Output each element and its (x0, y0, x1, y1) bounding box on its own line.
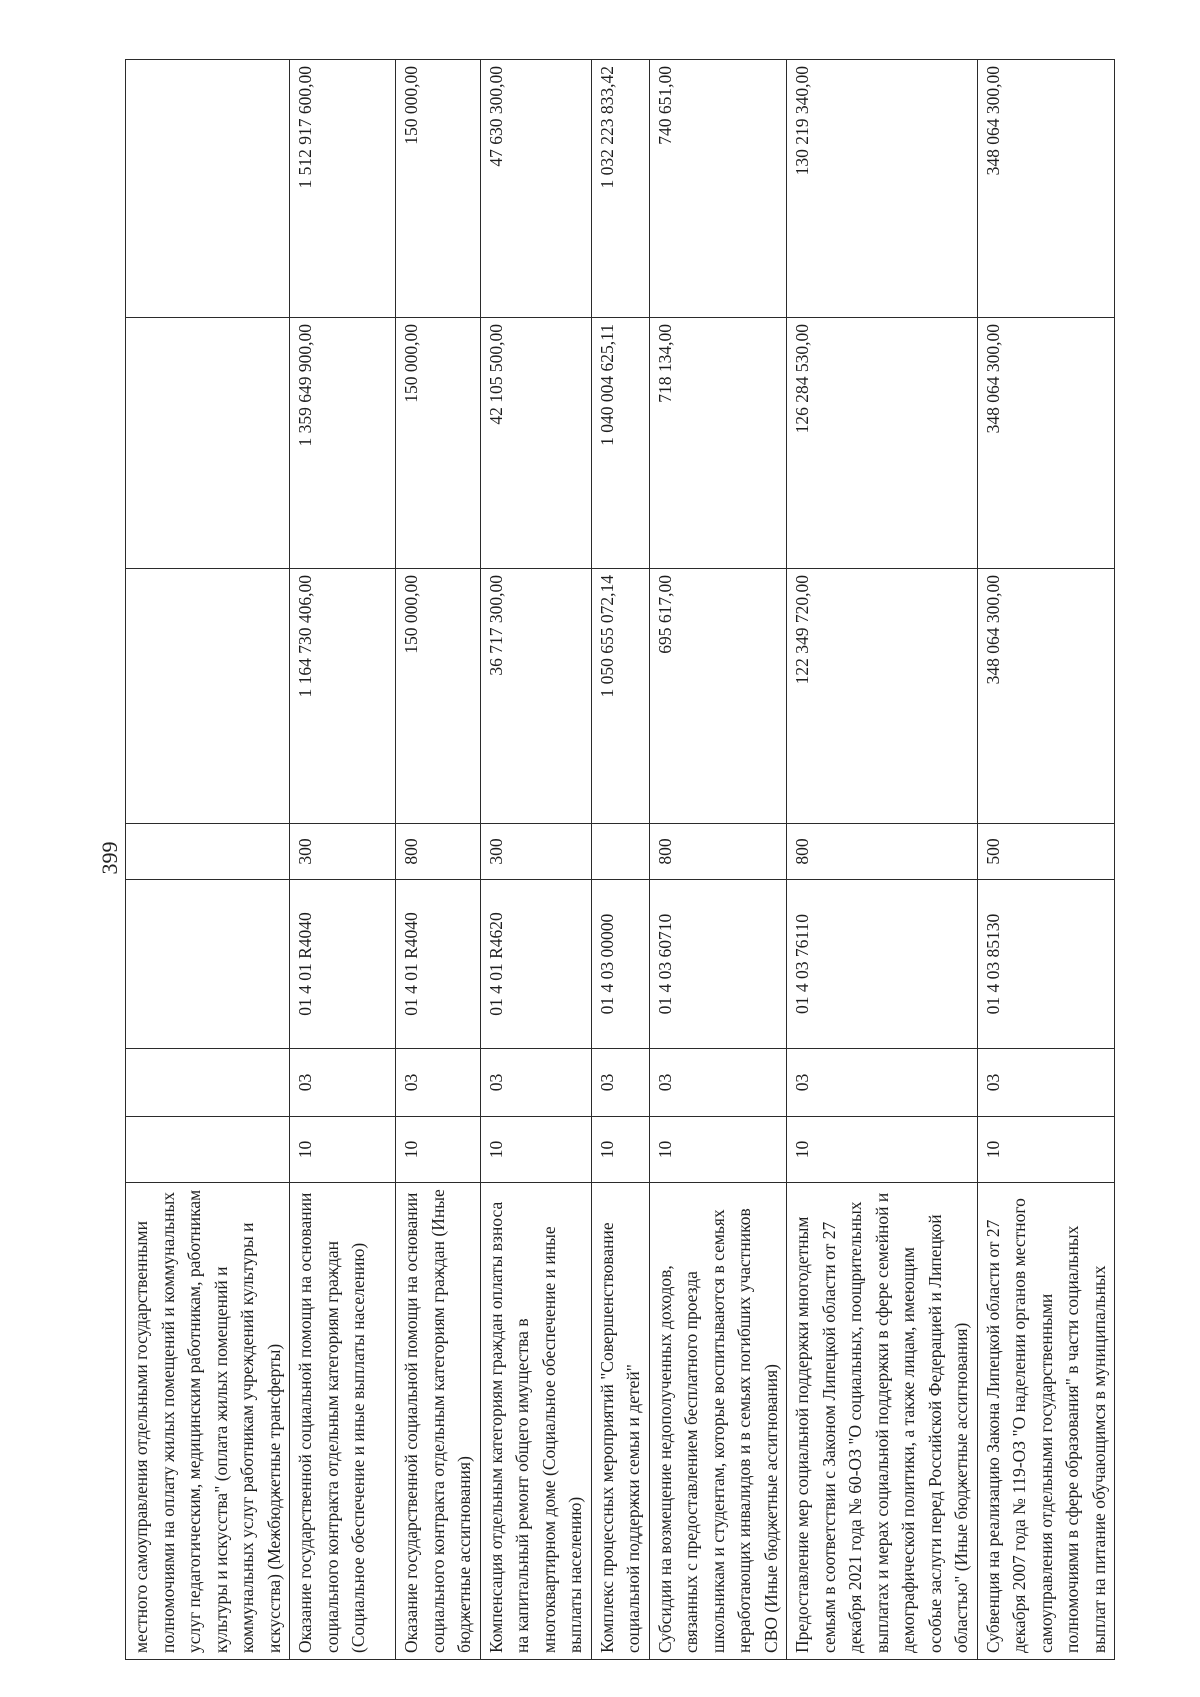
row-name: Комплекс процессных мероприятий "Совершенствование социальной поддержки семьи и детей" (591, 1183, 649, 1660)
amount-year-1: 150 000,00 (396, 569, 481, 824)
subsection-code: 03 (649, 1049, 787, 1117)
target-code: 01 4 01 R4620 (480, 880, 591, 1049)
target-code: 01 4 03 00000 (591, 880, 649, 1049)
expense-type-code: 800 (649, 824, 787, 880)
amount-year-3: 1 032 223 833,42 (591, 60, 649, 318)
amount-year-3: 1 512 917 600,00 (290, 60, 396, 318)
row-name: Компенсация отдельным категориям граждан оплаты взноса на капитальный ремонт общего имущества в многоквартирном доме (Социальное обеспечение и иные выплаты населению) (480, 1183, 591, 1660)
section-code: 10 (396, 1117, 481, 1183)
row-name: Предоставление мер социальной поддержки многодетным семьям в соответствии с Законом Липецкой области от 27 декабря 2021 года № 60-ОЗ "О социальных, поощрительных выплатах и мерах социальной поддержки в сфере семейной и демографической политики, а также лицам, имеющим особые заслуги перед Российской Федерацией и Липецкой областью" (Иные бюджетные ассигнования) (787, 1183, 978, 1660)
amount-year-1: 122 349 720,00 (787, 569, 978, 824)
table-row (290, 60, 396, 1660)
subsection-code: 03 (787, 1049, 978, 1117)
expense-type-code (126, 824, 290, 880)
rotated-table-container (125, 60, 1109, 1660)
target-code: 01 4 03 85130 (977, 880, 1115, 1049)
amount-year-1: 348 064 300,00 (977, 569, 1115, 824)
section-code (126, 1117, 290, 1183)
amount-year-2: 126 284 530,00 (787, 318, 978, 569)
table-row (480, 60, 591, 1660)
section-code: 10 (290, 1117, 396, 1183)
amount-year-2: 1 040 004 625,11 (591, 318, 649, 569)
subsection-code (126, 1049, 290, 1117)
amount-year-2: 42 105 500,00 (480, 318, 591, 569)
section-code: 10 (591, 1117, 649, 1183)
expense-type-code: 800 (396, 824, 481, 880)
expense-type-code: 300 (480, 824, 591, 880)
amount-year-3 (126, 60, 290, 318)
page-number: 399 (97, 841, 122, 875)
table-row (591, 60, 649, 1660)
row-name: Субвенция на реализацию Закона Липецкой области от 27 декабря 2007 года № 119-ОЗ "О наделении органов местного самоуправления отдельными государственными полномочиями в сфере образования" в части социальных выплат на питание обучающимся в муниципальных (977, 1183, 1115, 1660)
amount-year-3: 348 064 300,00 (977, 60, 1115, 318)
section-code: 10 (977, 1117, 1115, 1183)
amount-year-3: 130 219 340,00 (787, 60, 978, 318)
amount-year-1: 695 617,00 (649, 569, 787, 824)
subsection-code: 03 (977, 1049, 1115, 1117)
target-code: 01 4 03 76110 (787, 880, 978, 1049)
target-code (126, 880, 290, 1049)
section-code: 10 (787, 1117, 978, 1183)
amount-year-1: 1 050 655 072,14 (591, 569, 649, 824)
table-row (396, 60, 481, 1660)
row-name: Субсидии на возмещение недополученных доходов, связанных с предоставлением бесплатного проезда школьникам и студентам, которые воспитываются в семьях неработающих инвалидов и в семьях погибших участников СВО (Иные бюджетные ассигнования) (649, 1183, 787, 1660)
subsection-code: 03 (290, 1049, 396, 1117)
amount-year-1 (126, 569, 290, 824)
subsection-code: 03 (591, 1049, 649, 1117)
subsection-code: 03 (480, 1049, 591, 1117)
table-row (787, 60, 978, 1660)
section-code: 10 (649, 1117, 787, 1183)
table-row (977, 60, 1115, 1660)
amount-year-3: 740 651,00 (649, 60, 787, 318)
expense-type-code: 300 (290, 824, 396, 880)
amount-year-2 (126, 318, 290, 569)
table-row (126, 60, 290, 1660)
amount-year-2: 1 359 649 900,00 (290, 318, 396, 569)
table-row (649, 60, 787, 1660)
row-name: Оказание государственной социальной помощи на основании социального контракта отдельным категориям граждан (Иные бюджетные ассигнования) (396, 1183, 481, 1660)
row-name: Оказание государственной социальной помощи на основании социального контракта отдельным категориям граждан (Социальное обеспечение и иные выплаты населению) (290, 1183, 396, 1660)
amount-year-3: 47 630 300,00 (480, 60, 591, 318)
amount-year-2: 348 064 300,00 (977, 318, 1115, 569)
budget-table (125, 59, 1115, 1660)
expense-type-code: 800 (787, 824, 978, 880)
amount-year-3: 150 000,00 (396, 60, 481, 318)
section-code: 10 (480, 1117, 591, 1183)
amount-year-1: 1 164 730 406,00 (290, 569, 396, 824)
row-name: местного самоуправления отдельными государственными полномочиями на оплату жилых помещений и коммунальных услуг педагогическим, медицинским работникам, работникам культуры и искусства" (оплата жилых помещений и коммунальных услуг работникам учреждений культуры и искусства) (Межбюджетные трансферты) (126, 1183, 290, 1660)
amount-year-2: 718 134,00 (649, 318, 787, 569)
amount-year-1: 36 717 300,00 (480, 569, 591, 824)
expense-type-code: 500 (977, 824, 1115, 880)
target-code: 01 4 01 R4040 (396, 880, 481, 1049)
subsection-code: 03 (396, 1049, 481, 1117)
target-code: 01 4 01 R4040 (290, 880, 396, 1049)
target-code: 01 4 03 60710 (649, 880, 787, 1049)
expense-type-code (591, 824, 649, 880)
amount-year-2: 150 000,00 (396, 318, 481, 569)
